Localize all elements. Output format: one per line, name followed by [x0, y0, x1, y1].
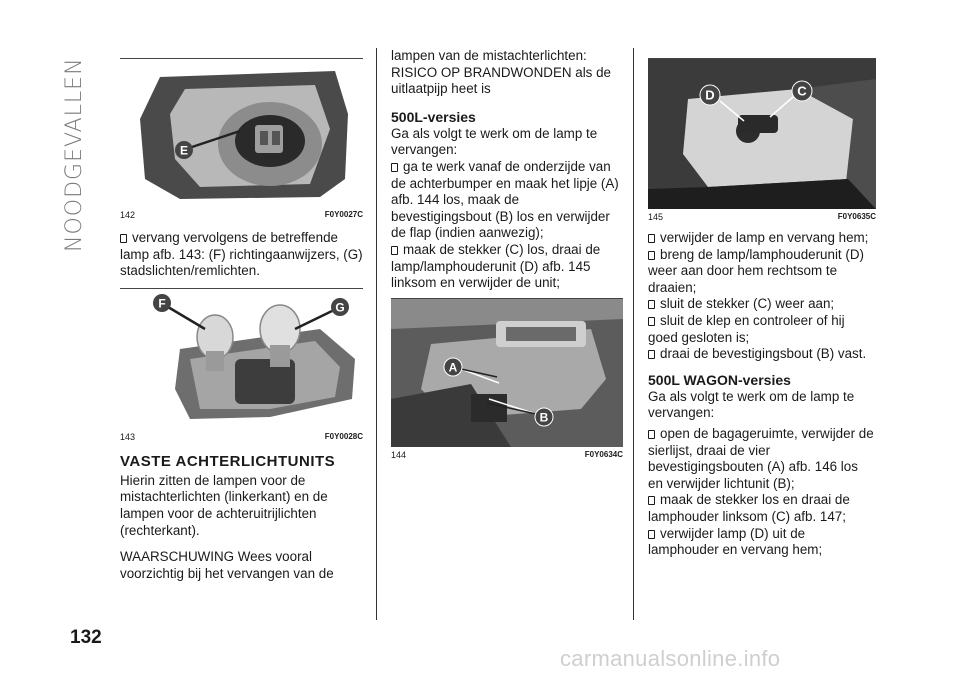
figure-142-label-e: E	[179, 143, 189, 158]
figure-144-label-b: B	[539, 410, 549, 425]
paragraph-waarschuwing: WAARSCHUWING Wees vooral voorzichtig bij het vervangen van de	[120, 549, 334, 581]
figure-142	[120, 59, 363, 220]
figure-145-number: 145	[648, 212, 664, 222]
paragraph-continuation: lampen van de mistachterlichten: RISICO OP BRANDWONDEN als de uitlaatpijp heet is	[391, 48, 611, 97]
section-heading-vaste-achterlichtunits: VASTE ACHTERLICHTUNITS	[120, 452, 336, 470]
figure-142-number: 142	[120, 210, 136, 220]
paragraph-intro: Ga als volgt te werk om de lamp te vervangen:	[391, 125, 598, 158]
paragraph-wagon-intro: Ga als volgt te werk om de lamp te vervangen:	[648, 388, 855, 421]
subheading-500l-wagon-versies: 500L WAGON-versies	[648, 371, 791, 388]
page-number: 132	[70, 627, 102, 648]
figure-145-code: F0Y0635C	[837, 212, 876, 221]
subheading-500l-versies: 500L-versies	[391, 108, 476, 125]
figure-145-label-d: D	[705, 87, 715, 103]
figure-144-illustration	[391, 299, 623, 447]
figure-142-code: F0Y0027C	[324, 210, 363, 219]
figure-144-number: 144	[391, 449, 407, 460]
bullet-stekker-c: maak de stekker (C) los, draai de lamp/lamphouderunit (D) afb. 145 linksom en verwijder de unit;	[391, 242, 623, 292]
chapter-title: NOODGEVALLEN	[62, 57, 87, 252]
figure-145-illustration	[648, 59, 876, 209]
paragraph-mistachterlichten: Hierin zitten de lampen voor de mistachterlichten (linkerkant) en de lampen voor de achteruitrijlichten (rechterkant).	[120, 472, 328, 538]
figure-143-code: F0Y0028C	[324, 431, 363, 441]
figure-144-code: F0Y0634C	[584, 449, 623, 459]
figure-143-number: 143	[120, 431, 136, 442]
figure-145	[648, 59, 876, 222]
bullet-achterbumper: ga te werk vanaf de onderzijde van de achterbumper en maak het lipje (A) afb. 144 los, maak de bevestigingsbout (B) los en verwijder de flap (indien aanwezig);	[391, 159, 623, 242]
figure-143-label-f: F	[158, 296, 166, 311]
figure-142-illustration	[120, 59, 363, 207]
column-divider-1	[376, 48, 377, 620]
column-divider-2	[633, 48, 634, 620]
figure-144-label-a: A	[448, 360, 458, 375]
figure-144	[391, 299, 623, 460]
bullet-draai-bout: draai de bevestigingsbout (B) vast.	[648, 346, 876, 363]
bullet-open-bagageruimte: open de bagageruimte, verwijder de sierlijst, draai de vier bevestigingsbouten (A) afb. 146 los en verwijder lichtunit (B);	[648, 426, 876, 492]
column-1	[120, 58, 363, 582]
bullet-maak-stekker-los: maak de stekker los en draai de lamphouder linksom (C) afb. 147;	[648, 492, 876, 525]
bullet-sluit-klep: sluit de klep en controleer of hij goed gesloten is;	[648, 313, 876, 346]
figure-143-label-g: G	[335, 300, 345, 315]
bullet-vervang: vervang vervolgens de betreffende lamp afb. 143: (F) richtingaanwijzers, (G) stadslichten/remlichten.	[120, 230, 363, 279]
figure-143	[120, 289, 363, 442]
column-2	[391, 48, 623, 460]
bullet-verwijder-lamp: verwijder de lamp en vervang hem;	[648, 230, 876, 247]
figure-145-label-c: C	[797, 83, 807, 99]
figure-143-illustration	[120, 289, 363, 429]
column-3	[648, 58, 876, 559]
bullet-sluit-stekker: sluit de stekker (C) weer aan;	[648, 296, 876, 313]
watermark: carmanualsonline.info	[560, 646, 781, 671]
bullet-verwijder-lamp-d: verwijder lamp (D) uit de lamphouder en vervang hem;	[648, 526, 876, 559]
bullet-breng-lamp: breng de lamp/lamphouderunit (D) weer aan door hem rechtsom te draaien;	[648, 247, 876, 297]
